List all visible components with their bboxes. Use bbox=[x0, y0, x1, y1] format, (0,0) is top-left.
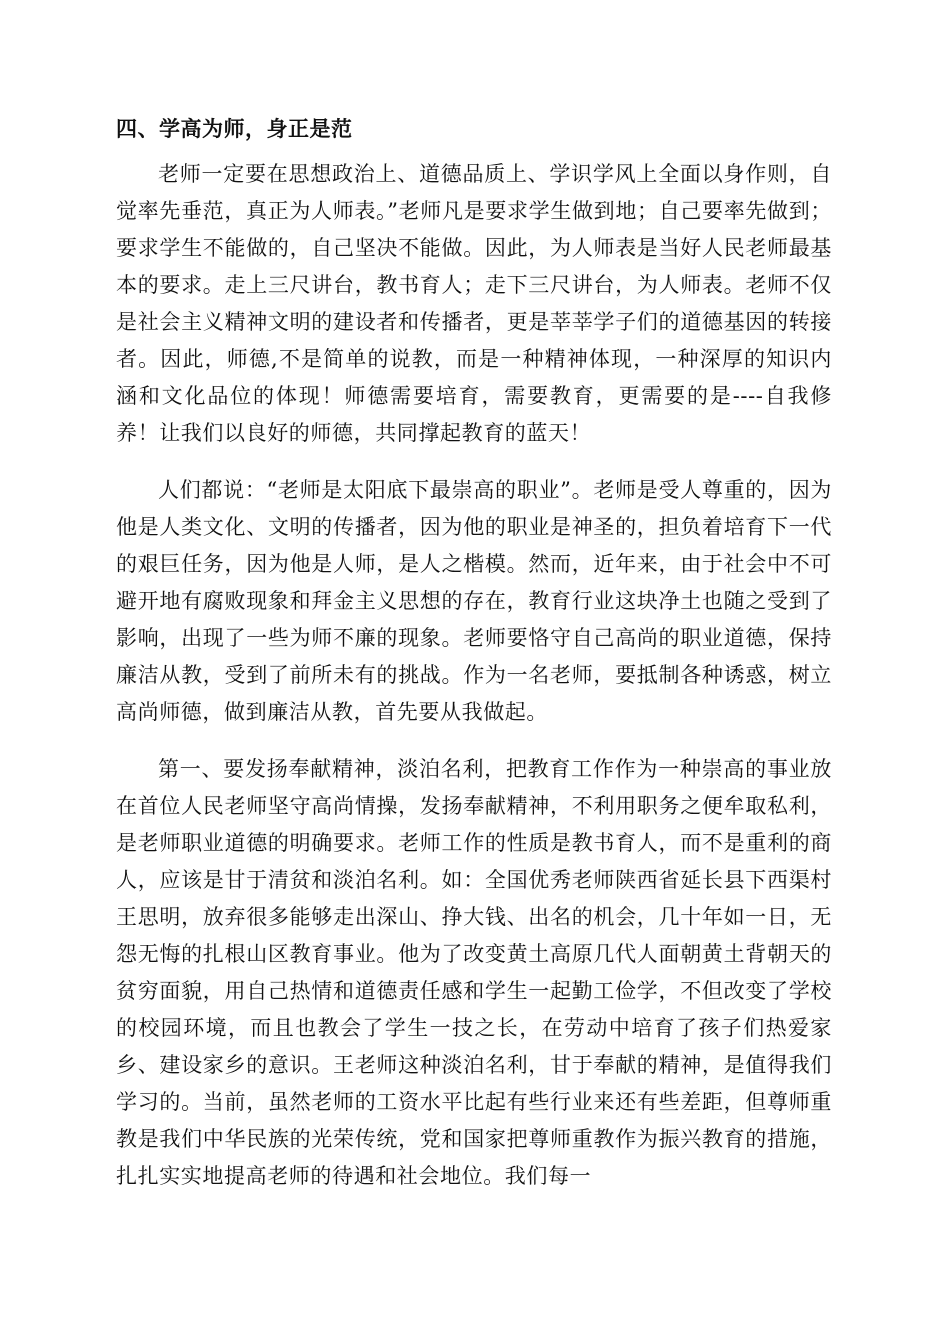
paragraph-1: 老师一定要在思想政治上、道德品质上、学识学风上全面以身作则，自觉率先垂范，真正为人师表。”老师凡是要求学生做到地；自己要率先做到；要求学生不能做的，自己坚决不能做。因此，为人师表是当好人民老师最基本的要求。走上三尺讲台，教书育人；走下三尺讲台，为人师表。老师不仅是社会主义精神文明的建设者和传播者，更是莘莘学子们的道德基因的转接者。因此，师德,不是简单的说教，而是一种精神体现，一种深厚的知识内涵和文化品位的体现！师德需要培育，需要教育，更需要的是----自我修养！让我们以良好的师德，共同撑起教育的蓝天！ bbox=[116, 162, 832, 445]
paragraph-3: 第一、要发扬奉献精神，淡泊名利，把教育工作作为一种崇高的事业放在首位人民老师坚守高尚情操，发扬奉献精神，不利用职务之便牟取私利，是老师职业道德的明确要求。老师工作的性质是教书育人，而不是重利的商人，应该是甘于清贫和淡泊名利。如：全国优秀老师陕西省延长县下西渠村王思明，放弃很多能够走出深山、挣大钱、出名的机会，几十年如一日，无怨无悔的扎根山区教育事业。他为了改变黄土高原几代人面朝黄土背朝天的贫穷面貌，用自己热情和道德责任感和学生一起勤工俭学，不但改变了学校的校园环境，而且也教会了学生一技之长，在劳动中培育了孩子们热爱家乡、建设家乡的意识。王老师这种淡泊名利，甘于奉献的精神，是值得我们学习的。当前，虽然老师的工资水平比起有些行业来还有些差距，但尊师重教是我们中华民族的光荣传统，党和国家把尊师重教作为振兴教育的措施，扎扎实实地提高老师的待遇和社会地位。我们每一 bbox=[116, 757, 832, 1188]
document-page bbox=[116, 112, 832, 1215]
paragraph-2: 人们都说：“老师是太阳底下最崇高的职业”。老师是受人尊重的，因为他是人类文化、文明的传播者，因为他的职业是神圣的，担负着培育下一代的艰巨任务，因为他是人师，是人之楷模。然而，近年来，由于社会中不可避开地有腐败现象和拜金主义思想的存在，教育行业这块净土也随之受到了影响，出现了一些为师不廉的现象。老师要恪守自己高尚的职业道德，保持廉洁从教，受到了前所未有的挑战。作为一名老师，要抵制各种诱惑，树立高尚师德，做到廉洁从教，首先要从我做起。 bbox=[116, 478, 832, 724]
section-heading: 四、学高为师，身正是范 bbox=[116, 117, 353, 141]
